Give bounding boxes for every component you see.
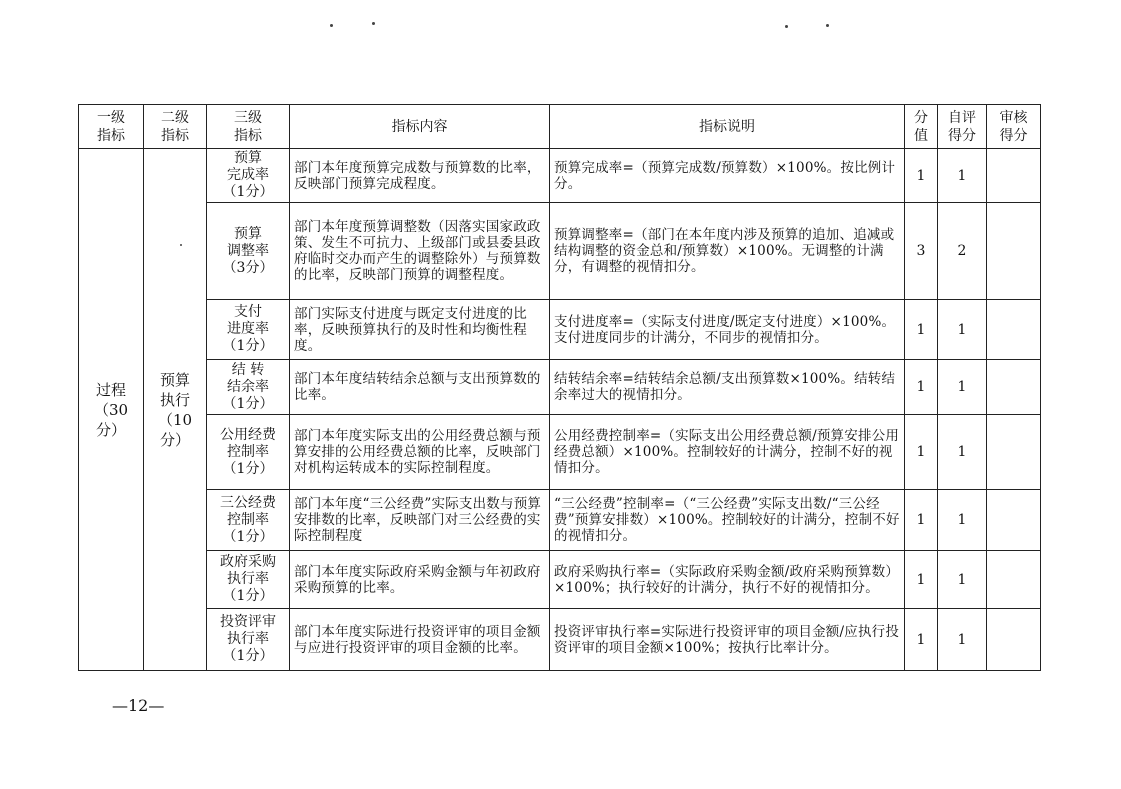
level3-cell: 三公经费 控制率 （1分） [207,490,290,551]
level3-cell: 公用经费 控制率 （1分） [207,415,290,490]
description-cell: 投资评审执行率=实际进行投资评审的项目金额/应执行投资评审的项目金额×100%；按执行比率计分。 [550,609,905,671]
audit-score-cell [987,360,1041,415]
score-cell: 1 [905,300,938,360]
self-score-cell: 1 [938,300,987,360]
table-row [79,490,1041,551]
content-cell: 部门实际支付进度与既定支付进度的比率，反映预算执行的及时性和均衡性程度。 [290,300,550,360]
description-cell: 政府采购执行率=（实际政府采购金额/政府采购预算数）×100%；执行较好的计满分，执行不好的视情扣分。 [550,551,905,609]
audit-score-cell [987,149,1041,203]
level3-cell: 预算 完成率 （1分） [207,149,290,203]
audit-score-cell [987,609,1041,671]
content-cell: 部门本年度实际进行投资评审的项目金额与应进行投资评审的项目金额的比率。 [290,609,550,671]
table-row [79,300,1041,360]
description-cell: 结转结余率=结转结余总额/支出预算数×100%。结转结余率过大的视情扣分。 [550,360,905,415]
header-level2: 二级 指标 [144,105,207,149]
header-score: 分 值 [905,105,938,149]
performance-evaluation-table [78,104,1041,671]
header-self-score: 自评 得分 [938,105,987,149]
score-cell: 3 [905,203,938,300]
audit-score-cell [987,490,1041,551]
self-score-cell: 1 [938,415,987,490]
score-cell: 1 [905,415,938,490]
header-level3: 三级 指标 [207,105,290,149]
level2-cell: 预算 执行 （10 分） [144,149,207,671]
content-cell: 部门本年度预算完成数与预算数的比率，反映部门预算完成程度。 [290,149,550,203]
table-row [79,609,1041,671]
audit-score-cell [987,300,1041,360]
level3-cell: 投资评审 执行率 （1分） [207,609,290,671]
level3-cell: 政府采购 执行率 （1分） [207,551,290,609]
content-cell: 部门本年度结转结余总额与支出预算数的比率。 [290,360,550,415]
content-cell: 部门本年度“三公经费”实际支出数与预算安排数的比率，反映部门对三公经费的实际控制程度 [290,490,550,551]
header-description: 指标说明 [550,105,905,149]
table-row [79,203,1041,300]
scan-speck [372,22,375,25]
description-cell: 公用经费控制率=（实际支出公用经费总额/预算安排公用经费总额）×100%。控制较好的计满分，控制不好的视情扣分。 [550,415,905,490]
scan-speck [785,25,788,28]
header-content: 指标内容 [290,105,550,149]
level3-cell: 预算 调整率 （3分） [207,203,290,300]
self-score-cell: 1 [938,149,987,203]
self-score-cell: 2 [938,203,987,300]
header-audit-score: 审核 得分 [987,105,1041,149]
self-score-cell: 1 [938,490,987,551]
scan-speck [330,24,333,27]
score-cell: 1 [905,609,938,671]
audit-score-cell [987,203,1041,300]
content-cell: 部门本年度预算调整数（因落实国家政政策、发生不可抗力、上级部门或县委县政府临时交办而产生的调整除外）与预算数的比率，反映部门预算的调整程度。 [290,203,550,300]
self-score-cell: 1 [938,551,987,609]
level3-cell: 结 转 结余率 （1分） [207,360,290,415]
level1-cell: 过程 （30 分） [79,149,144,671]
page-number: —12— [112,696,165,715]
audit-score-cell [987,415,1041,490]
description-cell: 预算调整率=（部门在本年度内涉及预算的追加、追减或结构调整的资金总和/预算数）×100%。无调整的计满分，有调整的视情扣分。 [550,203,905,300]
description-cell: 预算完成率=（预算完成数/预算数）×100%。按比例计分。 [550,149,905,203]
self-score-cell: 1 [938,609,987,671]
header-level1: 一级 指标 [79,105,144,149]
score-cell: 1 [905,490,938,551]
scan-speck [826,24,829,27]
table-row [79,551,1041,609]
audit-score-cell [987,551,1041,609]
content-cell: 部门本年度实际支出的公用经费总额与预算安排的公用经费总额的比率，反映部门对机构运转成本的实际控制程度。 [290,415,550,490]
score-cell: 1 [905,551,938,609]
table-row [79,149,1041,203]
table-header-row [79,105,1041,149]
content-cell: 部门本年度实际政府采购金额与年初政府采购预算的比率。 [290,551,550,609]
level3-cell: 支付 进度率 （1分） [207,300,290,360]
description-cell: 支付进度率=（实际支付进度/既定支付进度）×100%。支付进度同步的计满分，不同步的视情扣分。 [550,300,905,360]
description-cell: “三公经费”控制率=（“三公经费”实际支出数/“三公经费”预算安排数）×100%。控制较好的计满分，控制不好的视情扣分。 [550,490,905,551]
self-score-cell: 1 [938,360,987,415]
score-cell: 1 [905,360,938,415]
score-cell: 1 [905,149,938,203]
table-row [79,415,1041,490]
table-row [79,360,1041,415]
